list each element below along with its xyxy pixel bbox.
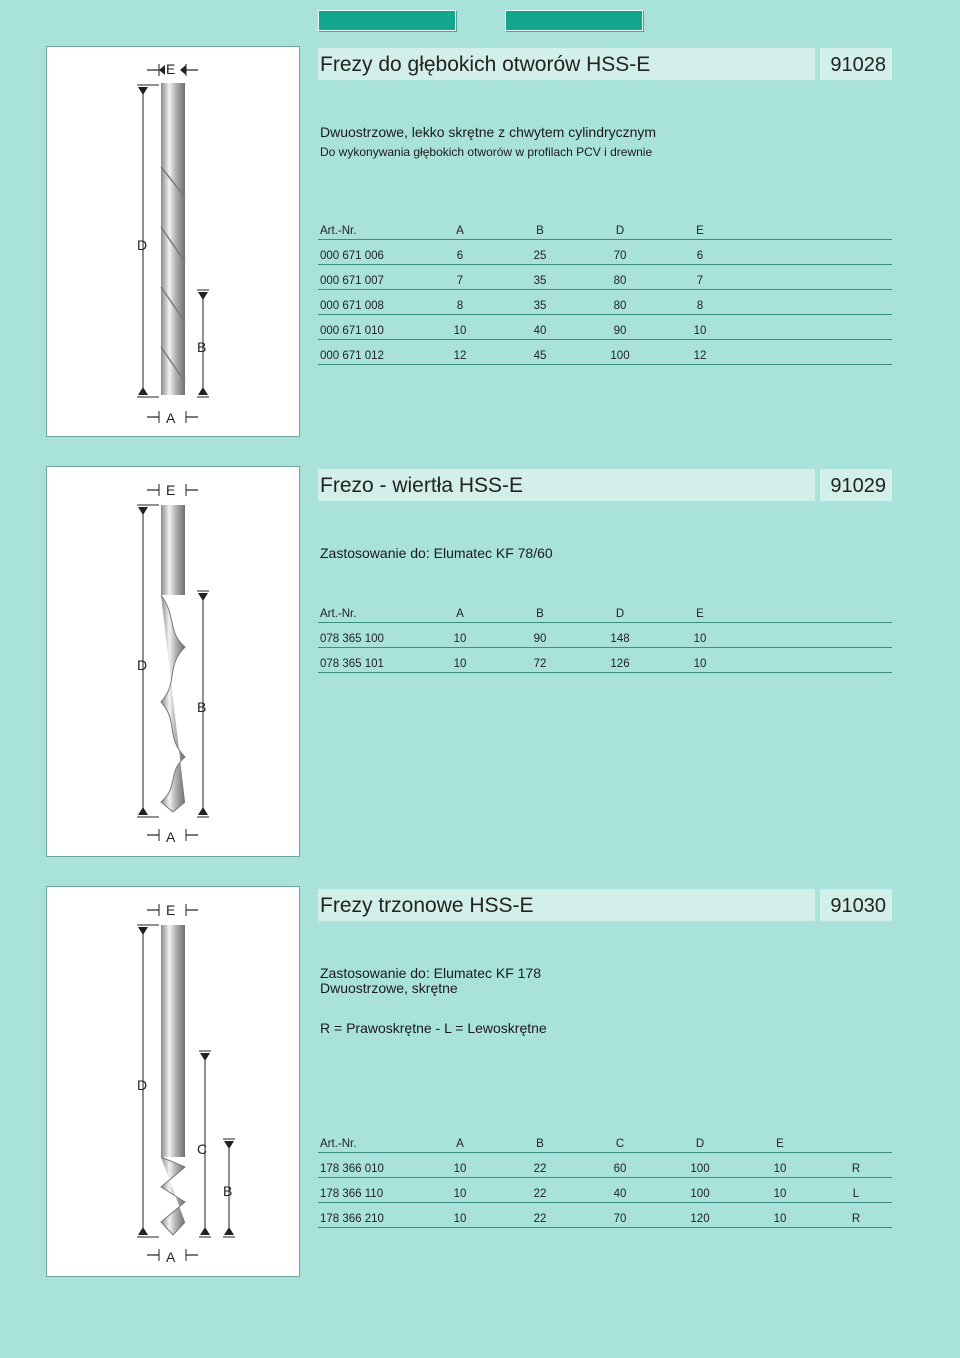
dim-label-a: A	[166, 410, 176, 426]
dim-label-a: A	[166, 1249, 176, 1265]
col-header-direction	[820, 1133, 892, 1153]
col-header-c: C	[580, 1133, 660, 1153]
cell-d: 80	[580, 265, 660, 290]
table-header-row	[318, 220, 892, 240]
cell-c: 60	[580, 1153, 660, 1178]
catalog-code: 91028	[830, 54, 886, 76]
cell-e: 10	[660, 648, 740, 673]
cell-art-nr: 000 671 010	[318, 315, 420, 340]
cell-e: 10	[740, 1153, 820, 1178]
cell-b: 40	[500, 315, 580, 340]
table-header-row	[318, 603, 892, 623]
cell-direction: R	[820, 1203, 892, 1228]
cell-art-nr: 178 366 210	[318, 1203, 420, 1228]
col-header-e: E	[740, 1133, 820, 1153]
cell-e: 10	[740, 1203, 820, 1228]
cell-art-nr: 000 671 008	[318, 290, 420, 315]
catalog-code: 91029	[830, 475, 886, 497]
cell-b: 25	[500, 240, 580, 265]
dim-label-e: E	[166, 482, 176, 498]
col-header-b: B	[500, 220, 580, 240]
cell-b: 22	[500, 1153, 580, 1178]
section-title: Frezo - wiertła HSS-E	[320, 474, 524, 497]
cell-direction: L	[820, 1178, 892, 1203]
tool-drawing-box	[46, 46, 300, 437]
cell-d: 120	[660, 1203, 740, 1228]
cell-e: 6	[660, 240, 740, 265]
dim-label-b: B	[197, 339, 207, 355]
shank-cutter-drawing	[47, 887, 299, 1276]
table-row	[318, 648, 892, 673]
cell-a: 8	[420, 290, 500, 315]
cell-b: 90	[500, 623, 580, 648]
cell-art-nr: 000 671 007	[318, 265, 420, 290]
catalog-code-box	[820, 48, 892, 80]
cell-d: 80	[580, 290, 660, 315]
cell-a: 10	[420, 623, 500, 648]
dim-label-b: B	[197, 699, 207, 715]
description-line: Zastosowanie do: Elumatec KF 178	[320, 965, 542, 981]
cell-e: 10	[660, 623, 740, 648]
cell-d: 148	[580, 623, 660, 648]
tool-drawing-box	[46, 466, 300, 857]
cell-b: 35	[500, 265, 580, 290]
table-row	[318, 1153, 892, 1178]
cell-direction: R	[820, 1153, 892, 1178]
dim-label-e: E	[166, 61, 176, 77]
table-header-row	[318, 1133, 892, 1153]
dim-label-e: E	[166, 902, 176, 918]
description-line: Dwuostrzowe, skrętne	[320, 980, 458, 996]
dim-label-b: B	[223, 1183, 233, 1199]
spec-table	[318, 603, 892, 673]
cell-b: 72	[500, 648, 580, 673]
cell-e: 12	[660, 340, 740, 365]
cell-d: 100	[580, 340, 660, 365]
cell-a: 10	[420, 1203, 500, 1228]
col-header-a: A	[420, 1133, 500, 1153]
table-row	[318, 340, 892, 365]
col-header-e: E	[660, 603, 740, 623]
cell-art-nr: 178 366 110	[318, 1178, 420, 1203]
cell-art-nr: 078 365 100	[318, 623, 420, 648]
spec-table	[318, 220, 892, 365]
cell-d: 90	[580, 315, 660, 340]
dim-label-d: D	[137, 237, 148, 253]
dim-label-a: A	[166, 829, 176, 845]
header-tab-2	[505, 10, 643, 31]
col-header-art-nr: Art.-Nr.	[318, 603, 420, 623]
cell-a: 6	[420, 240, 500, 265]
table-row	[318, 1203, 892, 1228]
cell-c: 70	[580, 1203, 660, 1228]
section-title: Frezy trzonowe HSS-E	[320, 894, 534, 917]
header-tab-1	[318, 10, 456, 31]
table-row	[318, 240, 892, 265]
cell-a: 10	[420, 648, 500, 673]
table-row	[318, 315, 892, 340]
catalog-code-box	[820, 889, 892, 921]
cell-b: 22	[500, 1203, 580, 1228]
col-header-a: A	[420, 603, 500, 623]
cell-e: 10	[660, 315, 740, 340]
dim-label-c: C	[197, 1141, 208, 1157]
cell-c: 40	[580, 1178, 660, 1203]
table-row	[318, 623, 892, 648]
table-row	[318, 265, 892, 290]
col-header-a: A	[420, 220, 500, 240]
cell-d: 70	[580, 240, 660, 265]
section-title-bar	[318, 889, 815, 921]
col-header-b: B	[500, 1133, 580, 1153]
col-header-art-nr: Art.-Nr.	[318, 220, 420, 240]
cell-d: 100	[660, 1153, 740, 1178]
cell-art-nr: 000 671 006	[318, 240, 420, 265]
cell-art-nr: 000 671 012	[318, 340, 420, 365]
drill-cutter-drawing	[47, 467, 299, 856]
description-line: Do wykonywania głębokich otworów w profilach PCV i drewnie	[320, 145, 653, 159]
cell-a: 7	[420, 265, 500, 290]
cell-e: 10	[740, 1178, 820, 1203]
col-header-d: D	[580, 220, 660, 240]
dim-label-d: D	[137, 657, 148, 673]
cell-e: 8	[660, 290, 740, 315]
deep-hole-cutter-drawing	[47, 47, 299, 436]
cell-art-nr: 078 365 101	[318, 648, 420, 673]
table-row	[318, 1178, 892, 1203]
col-header-art-nr: Art.-Nr.	[318, 1133, 420, 1153]
section-title-bar	[318, 469, 815, 501]
cell-a: 12	[420, 340, 500, 365]
col-header-e: E	[660, 220, 740, 240]
section-title-bar	[318, 48, 815, 80]
cell-b: 45	[500, 340, 580, 365]
cell-b: 35	[500, 290, 580, 315]
dim-label-d: D	[137, 1077, 148, 1093]
description-line: Dwuostrzowe, lekko skrętne z chwytem cylindrycznym	[320, 124, 657, 140]
table-row	[318, 290, 892, 315]
spec-table	[318, 1133, 892, 1228]
catalog-code-box	[820, 469, 892, 501]
cell-art-nr: 178 366 010	[318, 1153, 420, 1178]
col-header-d: D	[660, 1133, 740, 1153]
cell-a: 10	[420, 1178, 500, 1203]
cell-d: 126	[580, 648, 660, 673]
col-header-b: B	[500, 603, 580, 623]
section-title: Frezy do głębokich otworów HSS-E	[320, 53, 651, 76]
col-header-d: D	[580, 603, 660, 623]
cell-a: 10	[420, 315, 500, 340]
tool-drawing-box	[46, 886, 300, 1277]
cell-e: 7	[660, 265, 740, 290]
description-line: R = Prawoskrętne - L = Lewoskrętne	[320, 1020, 547, 1036]
cell-b: 22	[500, 1178, 580, 1203]
cell-a: 10	[420, 1153, 500, 1178]
catalog-code: 91030	[830, 895, 886, 917]
cell-d: 100	[660, 1178, 740, 1203]
description-line: Zastosowanie do: Elumatec KF 78/60	[320, 545, 553, 561]
